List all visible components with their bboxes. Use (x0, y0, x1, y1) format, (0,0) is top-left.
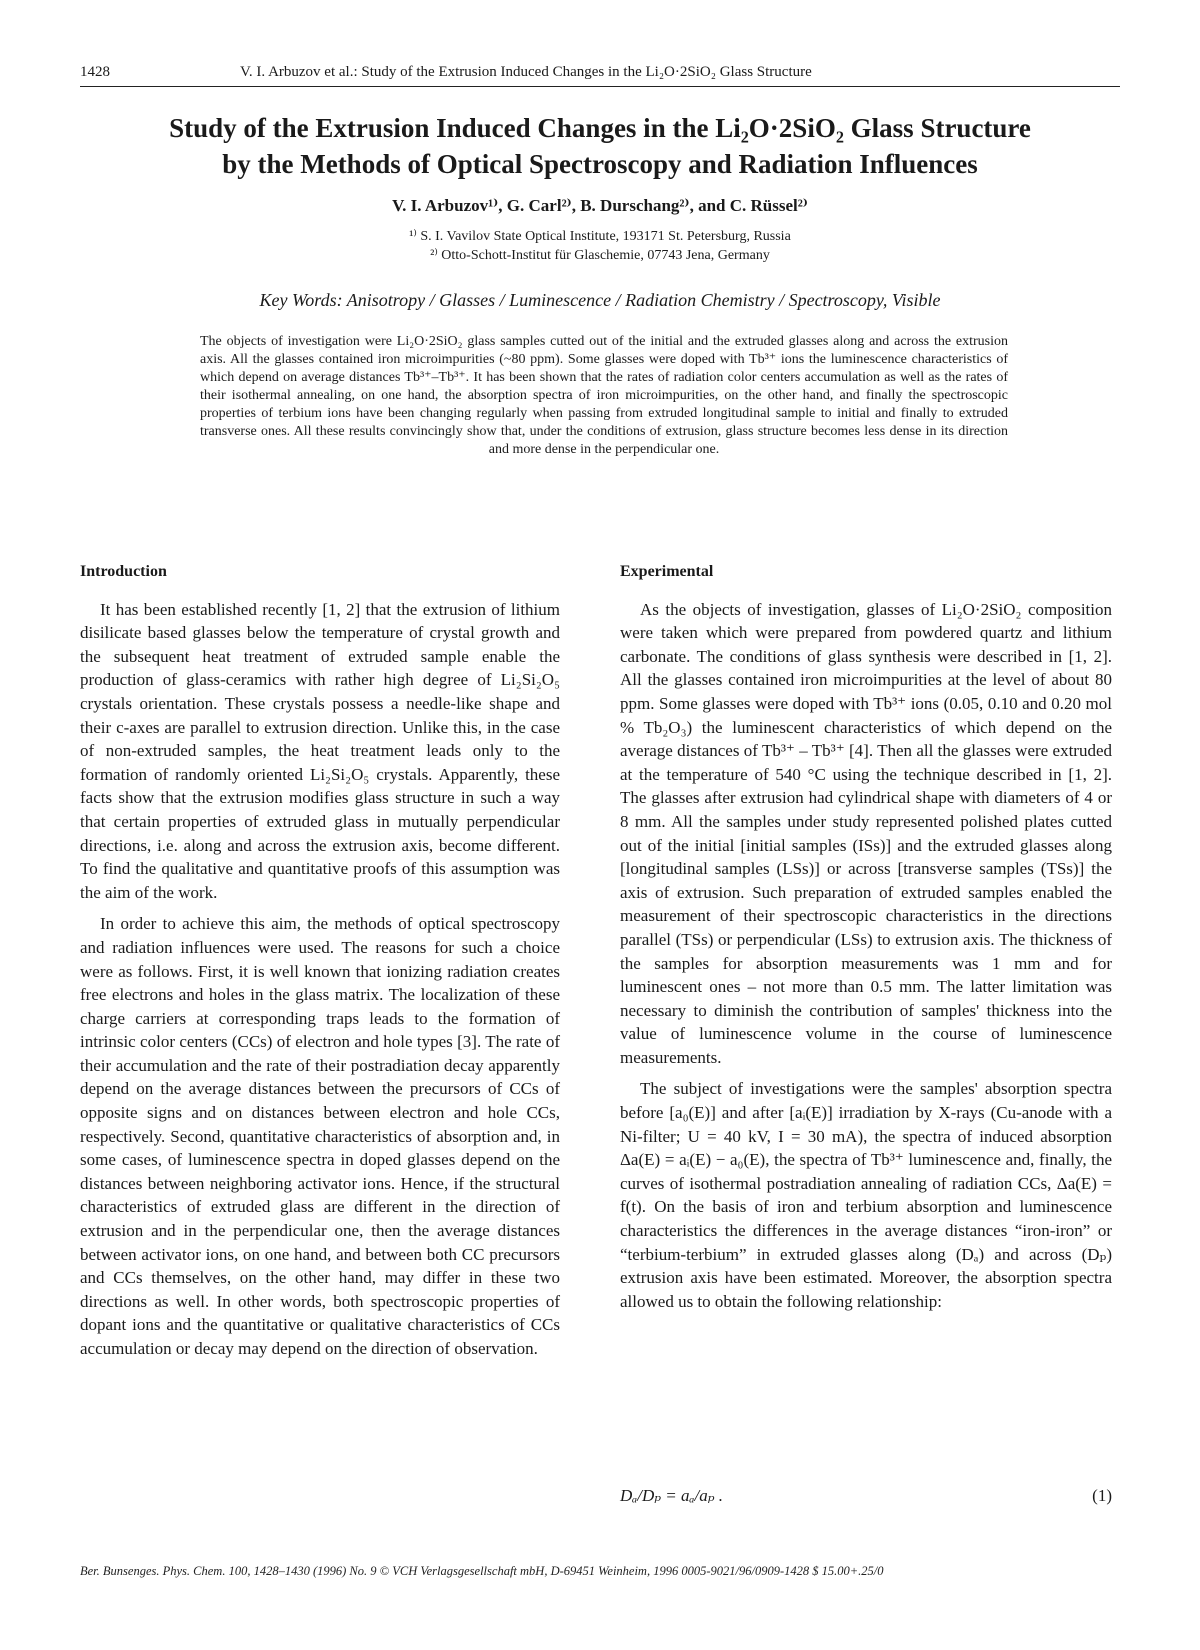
section-heading-introduction: Introduction (80, 563, 167, 580)
author-list: V. I. Arbuzov¹⁾, G. Carl²⁾, B. Durschang²⁾, and C. Rüssel²⁾ (392, 196, 808, 215)
title-line-1: Study of the Extrusion Induced Changes in the Li₂O·2SiO₂ Glass Structure (169, 113, 1031, 143)
experimental-paragraph-1: As the objects of investigation, glasses of Li₂O·2SiO₂ composition were taken which were prepared from powdered quartz and lithium carbonate. The conditions of glass synthesis were described in [1, 2]. All the glasses contained iron microimpurities at the level of about 80 ppm. Some glasses were doped with Tb³⁺ ions (0.05, 0.10 and 0.20 mol % Tb₂O₃) the luminescent characteristics of which depend on the average distances of Tb³⁺ – Tb³⁺ [4]. Then all the glasses were extruded at the temperature of 540 °C using the technique described in [1, 2]. The glasses after extrusion had cylindrical shape with diameters of 4 or 8 mm. All the samples under study represented polished plates cutted out of the initial [initial samples (ISs)] and the extruded glasses along [longitudinal samples (LSs)] or across [transverse samples (TSs)] the axis of extrusion. Such preparation of extruded samples enabled the measurement of their spectroscopic characteristics in the directions parallel (TSs) or perpendicular (LSs) to extrusion axis. The thickness of the samples for absorption measurements was 1 mm and for luminescent ones – not more than 0.5 mm. The latter limitation was necessary to diminish the contribution of samples' thickness into the value of luminescence volume in the course of luminescence measurements. (620, 599, 1112, 1067)
equation-number: (1) (1092, 1486, 1112, 1505)
experimental-paragraph-2: The subject of investigations were the samples' absorption spectra before [a₀(E)] and after [aᵢ(E)] irradiation by X-rays (Cu-anode with a Ni-filter; U = 40 kV, I = 30 mA), the spectra of induced absorption Δa(E) = aᵢ(E) − a₀(E), the spectra of Tb³⁺ luminescence and, finally, the curves of isothermal postradiation annealing of radiation CCs, Δa(E) = f(t). On the basis of iron and terbium absorption and luminescence characteristics the differences in the average distances “iron-iron” or “terbium-terbium” in extruded glasses along (Dₐ) and across (Dₚ) extrusion axis have been estimated. Moreover, the absorption spectra allowed us to obtain the following relationship: (620, 1079, 1112, 1311)
left-column (80, 560, 560, 1369)
page-number: 1428 (80, 64, 110, 80)
affiliation-2: ²⁾ Otto-Schott-Institut für Glaschemie, 07743 Jena, Germany (430, 248, 770, 263)
equation-expression: Dₐ/Dₚ = aₐ/aₚ . (620, 1486, 724, 1505)
equation-1 (620, 1486, 1112, 1506)
running-header (80, 62, 1120, 87)
affiliations (80, 227, 1120, 265)
abstract: The objects of investigation were Li₂O·2SiO₂ glass samples cutted out of the initial and the extruded glasses along and across the extrusion axis. All the glasses contained iron microimpurities (~80 ppm). Some glasses were doped with Tb³⁺ ions the luminescence characteristics of which depend on average distances Tb³⁺–Tb³⁺. It has been shown that the rates of radiation color centers accumulation as well as the rates of their isothermal annealing, on one hand, the absorption spectra of iron microimpurities, on the other hand, and finally the spectroscopic properties of terbium ions have been changing regularly when passing from extruded longitudinal sample to initial and finally to extruded transverse ones. All these results convincingly show that, under the conditions of extrusion, glass structure becomes less dense in its direction and more dense in the perpendicular one. (200, 334, 1008, 457)
affiliation-1: ¹⁾ S. I. Vavilov State Optical Institute, 193171 St. Petersburg, Russia (409, 229, 791, 244)
running-title: V. I. Arbuzov et al.: Study of the Extrusion Induced Changes in the Li₂O·2SiO₂ Glass Structure (240, 64, 812, 80)
section-heading-experimental: Experimental (620, 563, 714, 580)
right-column (620, 560, 1112, 1321)
introduction-paragraph-2: In order to achieve this aim, the methods of optical spectroscopy and radiation influences were used. The reasons for such a choice were as follows. First, it is well known that ionizing radiation creates free electrons and holes in the glass matrix. The localization of these charge carriers at corresponding traps leads to the formation of intrinsic color centers (CCs) of electron and hole types [3]. The rate of their accumulation and the rate of their postradiation decay apparently depend on the average distances between the precursors of CCs of opposite signs and on distances between electron and hole CCs, respectively. Second, quantitative characteristics of absorption and, in some cases, of luminescence spectra in doped glasses depend on the distances between neighboring activator ions. Hence, if the structural characteristics of extruded glass are different in the direction of extrusion and in the perpendicular one, then the average distances between activator ions, on one hand, and between both CC precursors and CCs themselves, on the other hand, may differ in these two directions as well. In other words, both spectroscopic properties of dopant ions and the quantitative or qualitative characteristics of CCs accumulation or decay may depend on the direction of observation. (80, 914, 560, 1358)
key-words: Key Words: Anisotropy / Glasses / Luminescence / Radiation Chemistry / Spectroscopy, Visible (259, 290, 941, 310)
article-title (80, 110, 1120, 182)
introduction-paragraph-1: It has been established recently [1, 2] that the extrusion of lithium disilicate based glasses below the temperature of crystal growth and the subsequent heat treatment of extruded sample enable the production of glass-ceramics with rather high degree of Li₂Si₂O₅ crystals orientation. These crystals possess a needle-like shape and their c-axes are parallel to extrusion direction. Unlike this, in the case of non-extruded samples, the heat treatment leads only to the formation of randomly oriented Li₂Si₂O₅ crystals. Apparently, these facts show that the extrusion modifies glass structure in such a way that certain properties of extruded glass in mutually perpendicular directions, i.e. along and across the extrusion axis, become different. To find the qualitative and quantitative proofs of this assumption was the aim of the work. (80, 599, 560, 902)
title-line-2: by the Methods of Optical Spectroscopy and Radiation Influences (222, 149, 978, 179)
journal-footer: Ber. Bunsenges. Phys. Chem. 100, 1428–1430 (1996) No. 9 © VCH Verlagsgesellschaft mbH, D-69451 Weinheim, 1996 0005-9021/96/0909-1428 $ 15.00+.25/0 (80, 1564, 884, 1578)
